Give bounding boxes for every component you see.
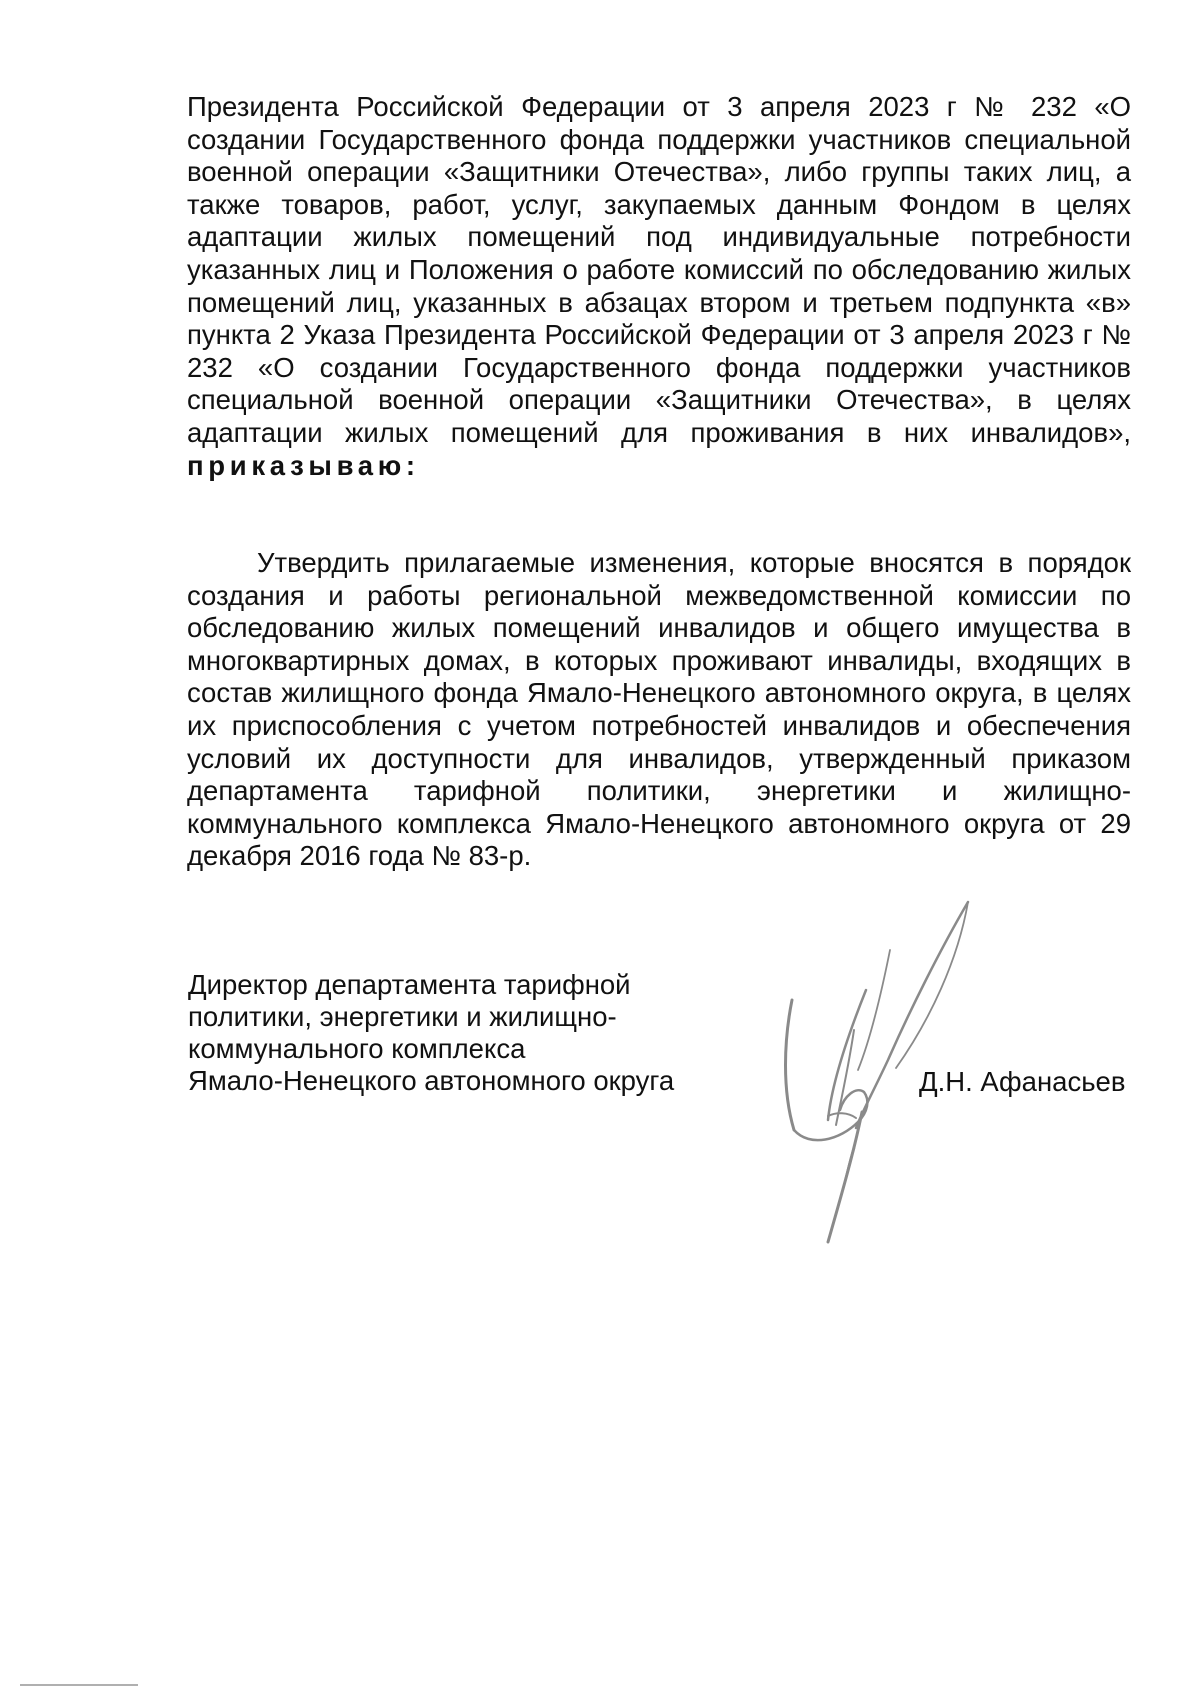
signer-name: Д.Н. Афанасьев [919, 1066, 1126, 1097]
preamble-text: Президента Российской Федерации от 3 апреля 2023 г № 232 «О создании Государственного фонда поддержки участников специальной военной операции «Защитники Отечества», либо группы таких лиц, а также товаров, работ, услуг, закупаемых данным Фондом в целях адаптации жилых помещений под индивидуальные потребности указанных лиц и Положения о работе комиссий по обследованию жилых помещений лиц, указанных в абзацах втором и третьем подпункта «в» пункта 2 Указа Президента Российской Федерации от 3 апреля 2023 г № 232 «О создании Государственного фонда поддержки участников специальной военной операции «Защитники Отечества», в целях адаптации жилых помещений для проживания в них инвалидов», [187, 91, 1131, 448]
position-line-3: коммунального комплекса [188, 1033, 526, 1064]
order-body-paragraph: Утвердить прилагаемые изменения, которые вносятся в порядок создания и работы региональной межведомственной комиссии по обследованию жилых помещений инвалидов и общего имущества в многоквартирных домах, в которых проживают инвалиды, входящих в состав жилищного фонда Ямало-Ненецкого автономного округа, в целях их приспособления с учетом потребностей инвалидов и обеспечения условий их доступности для инвалидов, утвержденный приказом департамента тарифной политики, энергетики и жилищно-коммунального комплекса Ямало-Ненецкого автономного округа от 29 декабря 2016 года № 83-р. [187, 547, 1131, 872]
position-line-2: политики, энергетики и жилищно- [188, 1001, 617, 1032]
order-word: приказываю: [187, 449, 420, 481]
position-line-4: Ямало-Ненецкого автономного округа [188, 1065, 675, 1096]
preamble-paragraph [187, 91, 1131, 482]
signatory-position [188, 969, 748, 1097]
footer-divider [20, 1684, 138, 1686]
position-line-1: Директор департамента тарифной [188, 969, 631, 1000]
